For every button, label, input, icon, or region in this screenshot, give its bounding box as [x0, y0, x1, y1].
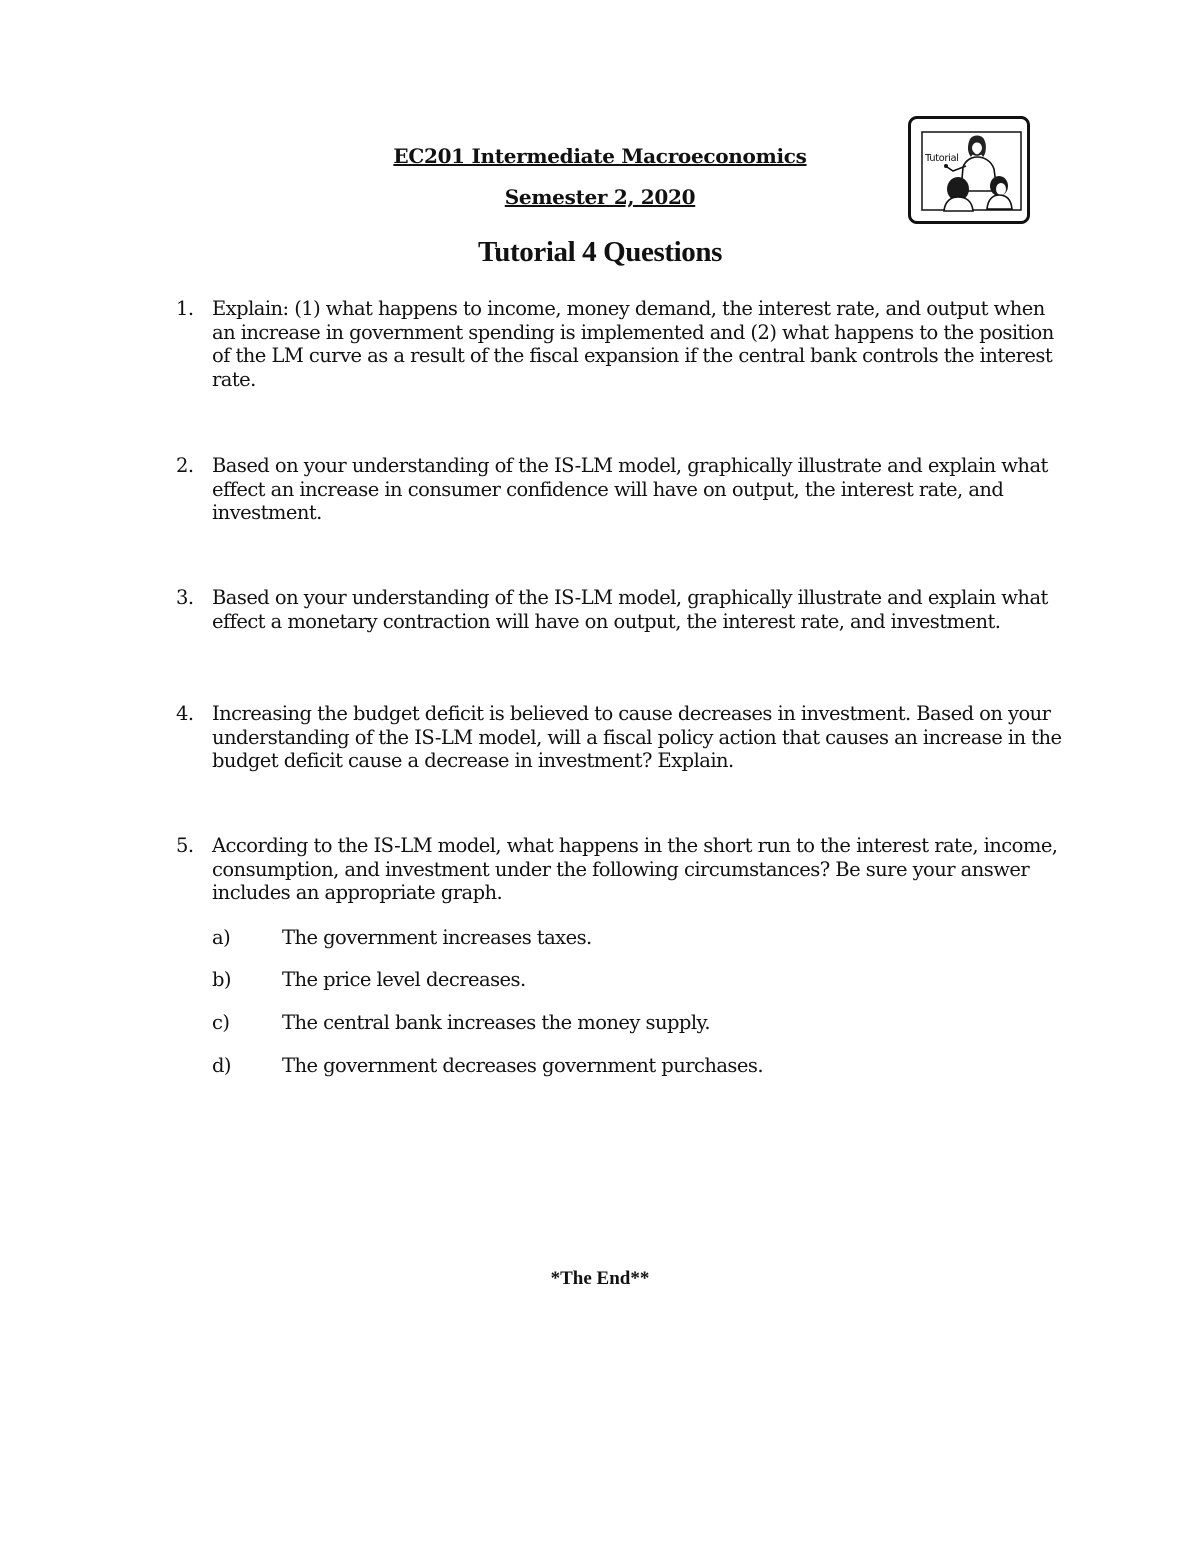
part-text: The government increases taxes.	[282, 926, 592, 949]
semester-label: Semester 2, 2020	[504, 185, 696, 209]
question-text: Explain: (1) what happens to income, money demand, the interest rate, and output when an increase in government spending is implemented and (2) what happens to the position of the LM curve as a result of the fiscal expansion if the central bank controls the interest rate.	[212, 297, 1054, 391]
question-number: 5.	[176, 834, 194, 857]
tutorial-logo	[908, 116, 1030, 224]
question-number: 4.	[176, 702, 194, 725]
question-text: Based on your understanding of the IS-LM model, graphically illustrate and explain what effect an increase in consumer confidence will have on output, the interest rate, and investment.	[212, 454, 1048, 524]
question-number: 3.	[176, 586, 194, 609]
part-text: The central bank increases the money supply.	[282, 1011, 711, 1034]
part-letter: d)	[212, 1054, 231, 1077]
course-title: EC201 Intermediate Macroeconomics	[393, 144, 807, 168]
part-text: The price level decreases.	[282, 968, 526, 991]
question-text: Based on your understanding of the IS-LM model, graphically illustrate and explain what effect a monetary contraction will have on output, the interest rate, and investment.	[212, 586, 1048, 633]
logo-caption: Tutorial	[925, 153, 959, 164]
question-number: 2.	[176, 454, 194, 477]
question-text: Increasing the budget deficit is believed to cause decreases in investment. Based on your understanding of the IS-LM model, will a fiscal policy action that causes an increase in the budget deficit cause a decrease in investment? Explain.	[212, 702, 1062, 772]
part-letter: a)	[212, 926, 231, 949]
part-letter: b)	[212, 968, 231, 991]
page-title: Tutorial 4 Questions	[478, 236, 722, 268]
end-marker: *The End**	[550, 1268, 650, 1289]
tutor-clipart-icon	[911, 119, 1027, 221]
part-letter: c)	[212, 1011, 230, 1034]
question-number: 1.	[176, 297, 194, 320]
question-text: According to the IS-LM model, what happens in the short run to the interest rate, income, consumption, and investment under the following circumstances? Be sure your answer includes an appropriate graph.	[212, 834, 1058, 904]
part-text: The government decreases government purchases.	[282, 1054, 763, 1077]
